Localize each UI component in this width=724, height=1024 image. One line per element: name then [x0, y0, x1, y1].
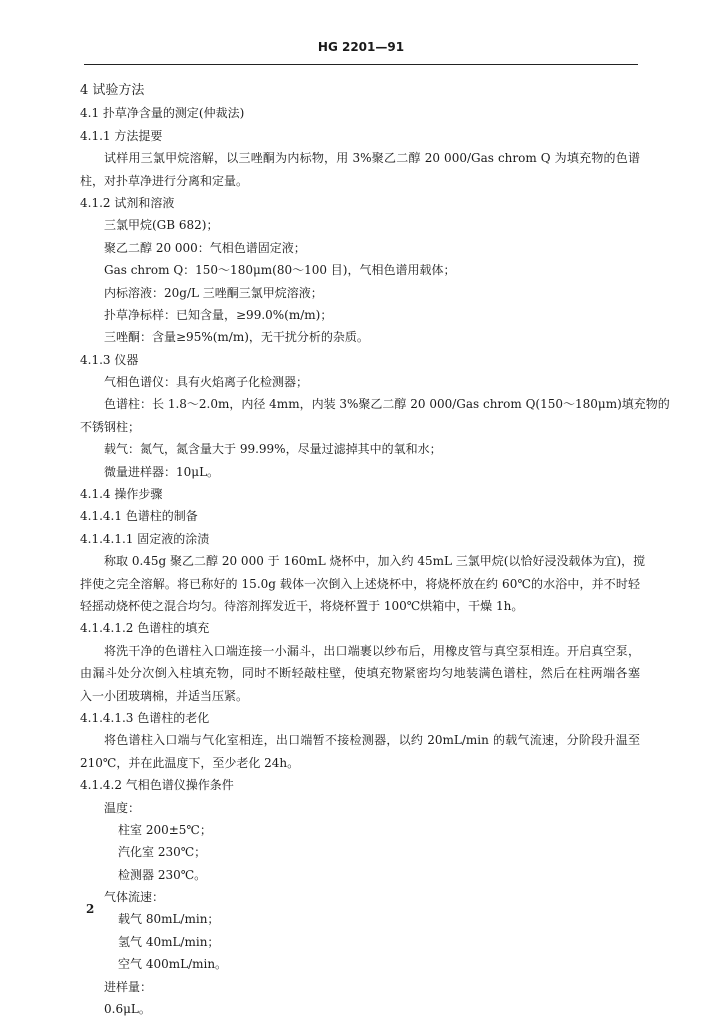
- subsection-heading: 4.1.1 方法提要: [80, 128, 163, 143]
- subsection-heading: 4.1.4 操作步骤: [80, 487, 163, 502]
- paragraph-line: 进样量：: [104, 979, 153, 994]
- paragraph-line: 载气：氮气，氮含量大于 99.99%，尽量过滤掉其中的氧和水；: [104, 442, 442, 457]
- paragraph-continuation: 柱，对扑草净进行分离和定量。: [80, 173, 249, 188]
- subsection-heading: 4.1.4.1 色谱柱的制备: [80, 509, 198, 524]
- paragraph-line: 温度：: [104, 800, 141, 815]
- paragraph-line: 色谱柱：长 1.8～2.0m，内径 4mm，内装 3%聚乙二醇 20 000/Gas chrom Q(150～180μm)填充物的: [104, 397, 670, 412]
- paragraph-line: 扑草净标样：已知含量，≥99.0%(m/m)；: [104, 307, 333, 322]
- paragraph-line: 气相色谱仪：具有火焰离子化检测器；: [104, 375, 309, 390]
- subsection-heading: 4.1.4.1.2 色谱柱的填充: [80, 621, 210, 636]
- paragraph-continuation: 入一小团玻璃棉，并适当压紧。: [80, 688, 249, 703]
- paragraph-line: 将色谱柱入口端与气化室相连，出口端暂不接检测器，以约 20mL/min 的载气流速，分阶段升温至: [104, 733, 640, 748]
- paragraph-continuation: 210℃，并在此温度下，至少老化 24h。: [80, 755, 300, 770]
- section-heading: 4 试验方法: [80, 83, 145, 98]
- subsection-heading: 4.1.2 试剂和溶液: [80, 195, 175, 210]
- paragraph-line: 气体流速：: [104, 890, 165, 905]
- paragraph-continuation: 拌使之完全溶解。将已称好的 15.0g 载体一次倒入上述烧杯中，将烧杯放在约 60℃的水浴中，并不时轻: [80, 576, 640, 591]
- paragraph-continuation: 不锈钢柱；: [80, 419, 141, 434]
- subsection-heading: 4.1 扑草净含量的测定(仲裁法): [80, 106, 245, 121]
- header-rule: [84, 64, 638, 65]
- paragraph-line: 三唑酮：含量≥95%(m/m)，无干扰分析的杂质。: [104, 330, 369, 345]
- subsection-heading: 4.1.4.1.1 固定液的涂渍: [80, 531, 210, 546]
- paragraph-line: 内标溶液：20g/L 三唑酮三氯甲烷溶液；: [104, 285, 323, 300]
- subsection-heading: 4.1.4.1.3 色谱柱的老化: [80, 710, 210, 725]
- subsection-heading: 4.1.3 仪器: [80, 352, 139, 367]
- condition-line: 汽化室 230℃；: [118, 845, 207, 860]
- condition-line: 氢气 40mL/min；: [118, 934, 220, 949]
- condition-line: 检测器 230℃。: [118, 867, 207, 882]
- condition-line: 空气 400mL/min。: [118, 957, 228, 972]
- subsection-heading: 4.1.4.2 气相色谱仪操作条件: [80, 778, 234, 793]
- paragraph-line: 微量进样器：10μL。: [104, 464, 220, 479]
- paragraph-line: 将洗干净的色谱柱入口端连接一小漏斗，出口端裹以纱布后，用橡皮管与真空泵相连。开启真空泵，: [104, 643, 640, 658]
- page-number: 2: [86, 902, 95, 916]
- paragraph-line: 称取 0.45g 聚乙二醇 20 000 于 160mL 烧杯中，加入约 45mL 三氯甲烷(以恰好浸没载体为宜)，搅: [104, 554, 646, 569]
- paragraph-continuation: 轻摇动烧杯使之混合均匀。待溶剂挥发近干，将烧杯置于 100℃烘箱中，干燥 1h。: [80, 598, 524, 613]
- condition-line: 柱室 200±5℃；: [118, 822, 212, 837]
- paragraph-line: 聚乙二醇 20 000：气相色谱固定液；: [104, 240, 306, 255]
- document-code-header: HG 2201—91: [317, 40, 405, 54]
- paragraph-line: 试样用三氯甲烷溶解，以三唑酮为内标物，用 3%聚乙二醇 20 000/Gas chrom Q 为填充物的色谱: [104, 151, 640, 166]
- document-body: [80, 80, 670, 1020]
- paragraph-line: Gas chrom Q：150～180μm(80～100 目)，气相色谱用载体；: [104, 263, 456, 278]
- paragraph-line: 三氯甲烷(GB 682)；: [104, 218, 219, 233]
- paragraph-line: 0.6μL。: [104, 1002, 151, 1017]
- condition-line: 载气 80mL/min；: [118, 912, 220, 927]
- paragraph-continuation: 由漏斗处分次倒入柱填充物，同时不断轻敲柱壁，使填充物紧密均匀地装满色谱柱，然后在柱两端各塞: [80, 666, 640, 681]
